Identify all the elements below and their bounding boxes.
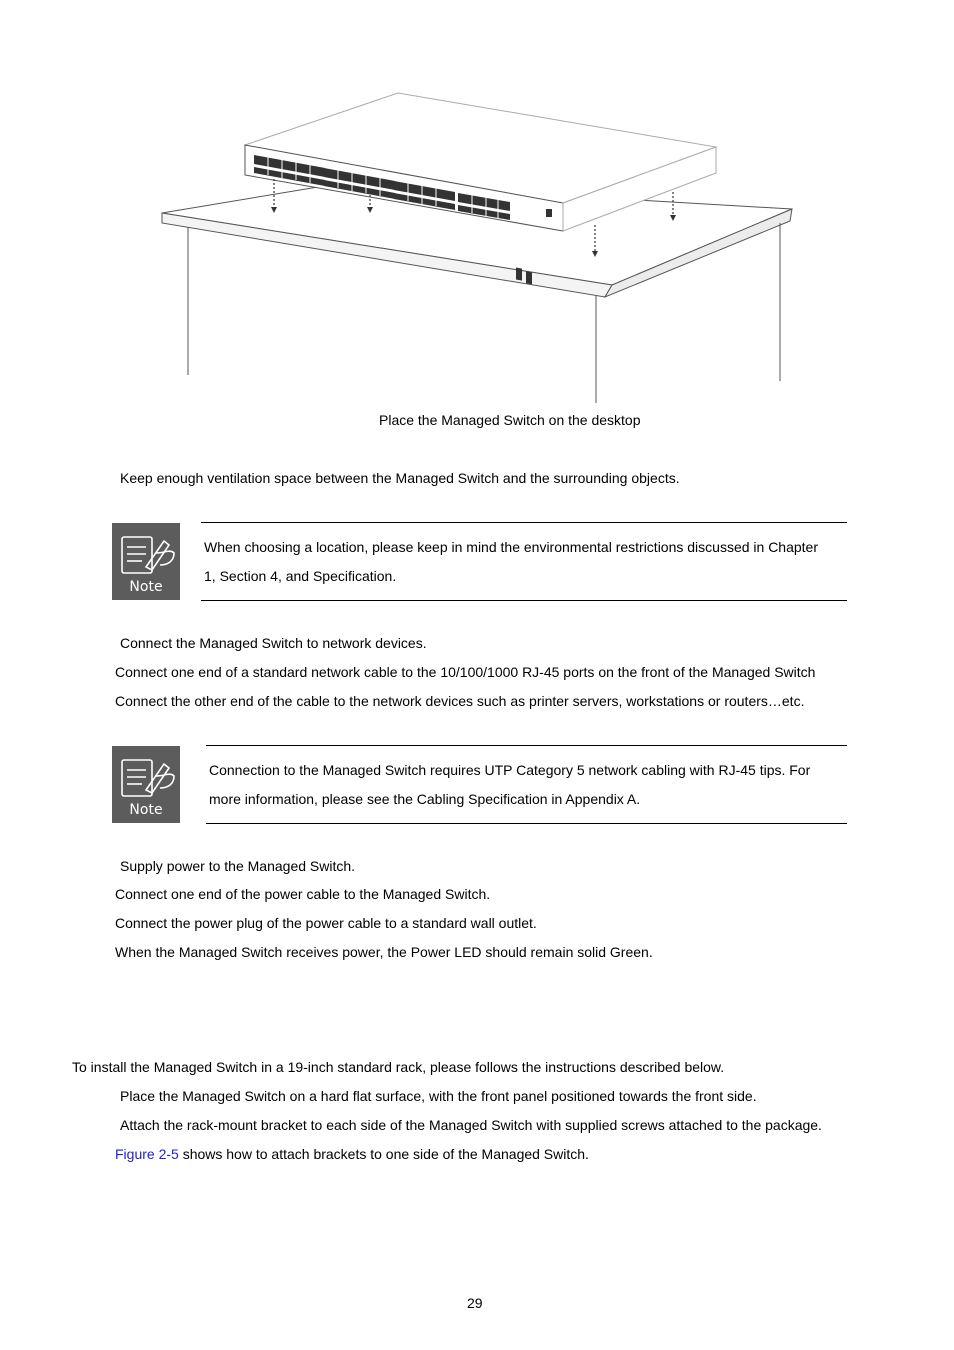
note-1-line-1: When choosing a location, please keep in mind the environmental restrictions discussed in Chapter [204, 539, 819, 555]
note-bottom-rule [206, 823, 847, 824]
note-bottom-rule [201, 600, 847, 601]
rack-step-2-text: Attach the rack-mount bracket to each side of the Managed Switch with supplied screws attached to the package. [120, 1117, 822, 1133]
svg-text:Note: Note [129, 802, 163, 818]
note-2-line-1: Connection to the Managed Switch requires UTP Category 5 network cabling with RJ-45 tips. For [209, 762, 811, 778]
figure-reference-text: shows how to attach brackets to one side of the Managed Switch. [178, 1146, 589, 1162]
svg-text:Note: Note [129, 579, 163, 595]
note-top-rule [201, 522, 847, 523]
note-2-text [209, 756, 847, 814]
step-4a-text: Connect one end of a standard network cable to the 10/100/1000 RJ-45 ports on the front of the Managed Switch [115, 664, 816, 680]
step-3-text: Keep enough ventilation space between the Managed Switch and the surrounding objects. [120, 470, 680, 486]
note-icon [112, 523, 180, 600]
figure-caption: Place the Managed Switch on the desktop [379, 412, 641, 428]
note-1-line-2: 1, Section 4, and Specification. [204, 568, 397, 584]
note-top-rule [206, 745, 847, 746]
figure-2-5-link[interactable]: Figure 2-5 [115, 1146, 179, 1162]
desktop-installation-figure [150, 85, 810, 410]
note-2-line-2: more information, please see the Cabling Specification in Appendix A. [209, 791, 641, 807]
note-1-text [204, 533, 848, 591]
step-4-text: Connect the Managed Switch to network devices. [120, 635, 427, 651]
step-4b-text: Connect the other end of the cable to the network devices such as printer servers, workstations or routers…etc. [115, 693, 805, 709]
step-5b-text: Connect the power plug of the power cable to a standard wall outlet. [115, 915, 537, 931]
note-icon [112, 746, 180, 823]
step-5a-text: Connect one end of the power cable to the Managed Switch. [115, 886, 491, 902]
rack-figure-reference [115, 1146, 589, 1162]
step-5-text: Supply power to the Managed Switch. [120, 858, 356, 874]
switch-on-desk-illustration [150, 85, 810, 410]
rack-step-1-text: Place the Managed Switch on a hard flat surface, with the front panel positioned towards the front side. [120, 1088, 757, 1104]
step-5c-text: When the Managed Switch receives power, the Power LED should remain solid Green. [115, 944, 653, 960]
page-number: 29 [467, 1295, 483, 1311]
rack-intro-text: To install the Managed Switch in a 19-inch standard rack, please follows the instructions described below. [72, 1059, 725, 1075]
